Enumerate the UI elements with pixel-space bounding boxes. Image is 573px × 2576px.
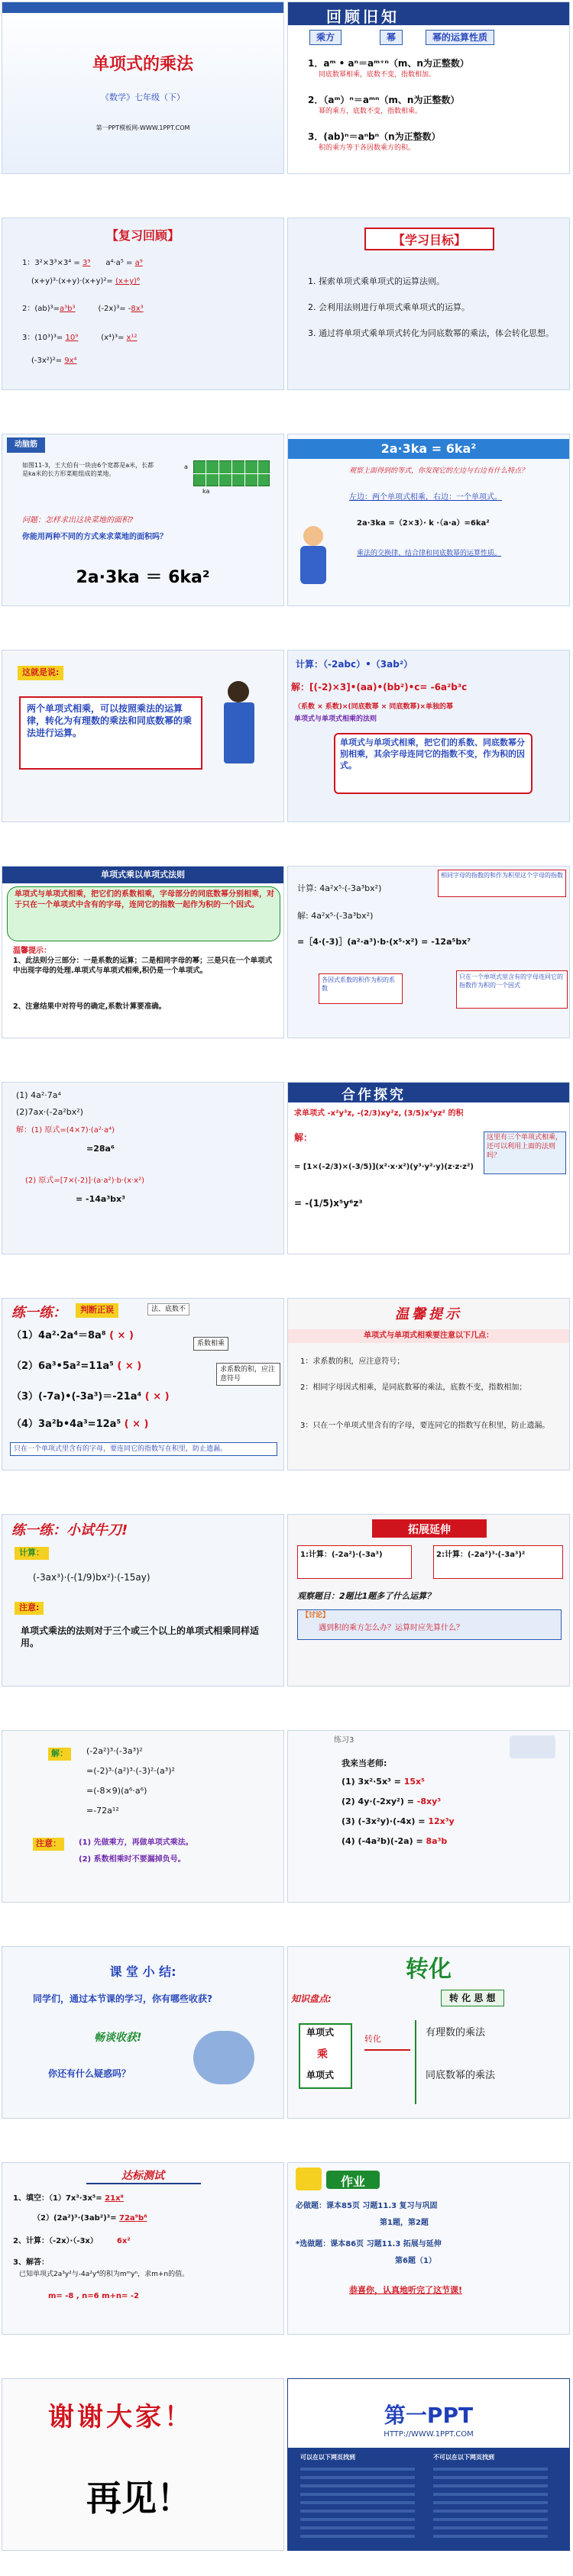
- slide-teacher: [287, 1730, 570, 1903]
- idea: 转 化 思 想: [441, 1990, 504, 2006]
- goal-2: 2. 会利用法则进行单项式乘单项式的运算。: [308, 302, 470, 312]
- calc: 计算：（-2abc）•（3ab²）: [296, 659, 413, 670]
- title: 我来当老师:: [342, 1758, 387, 1768]
- result-2: 同底数幂的乘法: [426, 2070, 496, 2081]
- rule: 单项式与单项式相乘，把它们的系数、同底数幂分别相乘，其余字母连同它的指数不变，作为积的因式。: [340, 738, 525, 770]
- book-icon: [510, 1735, 555, 1758]
- t-chengfang: 乘方: [309, 30, 342, 45]
- banner: 回顾旧知: [326, 8, 400, 26]
- note-1: (1) 先做乘方，再做单项式乘法。: [79, 1838, 193, 1847]
- label-a: a: [184, 463, 188, 470]
- point-1: 1：求系数的积，应注意符号；: [300, 1357, 405, 1366]
- kp-label: 知识盘点:: [291, 1993, 332, 2004]
- left-1: 单项式: [306, 2027, 335, 2038]
- slide-extension-solution: [2, 1730, 284, 1903]
- line-3: =-72a¹²: [86, 1806, 119, 1816]
- sol-1: 解：(1) 原式=(4×7)·(a²·a⁴): [16, 1126, 115, 1135]
- fill-2: （2）(2a²)³·(3ab²)³= 72a⁹b⁶: [33, 2214, 147, 2223]
- warn-label: 注意:: [15, 1602, 44, 1615]
- question: 问题：怎样求出这块菜地的面积?: [22, 516, 134, 525]
- slide-test: [2, 2162, 284, 2335]
- rule-3-note: 积的乘方等于各因数乘方的积。: [319, 144, 416, 152]
- slide-exercise-1: [2, 1082, 284, 1254]
- slide-review-exercises: [2, 218, 284, 390]
- law: （系数 × 系数)×(同底数幂 × 同底数幂)×单独的幂: [294, 703, 454, 711]
- slide-warm-tips: [287, 1298, 570, 1470]
- title: 课 堂 小 结:: [109, 1964, 176, 1979]
- solve-text: 已知单项式2a³y²与-4a²y⁴的积为mᵐyⁿ，求m+n的值。: [19, 2271, 189, 2278]
- problem-text: 如图11-3，王大伯有一块由6个宽都是a米，长都是ka米的长方形菜畦组成的菜地。: [22, 462, 154, 477]
- link-list-2: [433, 2468, 548, 2541]
- col-1-title: 可以在以下网页找到: [300, 2454, 355, 2461]
- girl-hair-icon: [228, 681, 249, 702]
- arrow-right-icon: [364, 2049, 410, 2051]
- point-3: 3：只在一个单项式里含有的字母，要连同它的指数写在积里，防止遗漏。: [300, 1422, 550, 1430]
- slide-rule-and-tips: [2, 866, 284, 1038]
- hw-2b: 第6题（1）: [395, 2257, 436, 2265]
- point-2: 2：相同字母因式相乘，是同底数幂的乘法，底数不变，指数相加；: [300, 1383, 527, 1392]
- ask: 你还有什么疑惑吗？: [48, 2068, 131, 2079]
- title: 2a·3ka = 6ka²: [380, 441, 477, 456]
- rule: 单项式与单项式相乘，把它们的系数相乘，字母部分的同底数幂分别相乘，对于只在一个单项式中含有的字母，连同它的指数一起作为积的一个因式。: [15, 890, 274, 909]
- slide-judge: [2, 1298, 284, 1470]
- left-2: 乘: [317, 2048, 328, 2061]
- item-1: （1）4a²·2a⁴＝8a⁸ ( × ): [11, 1330, 134, 1341]
- title-underline: [86, 2183, 201, 2184]
- arrow-label: 转化: [364, 2034, 381, 2044]
- line-1: =(-2)³·(a²)³·(-3)²·(a³)²: [86, 1766, 175, 1776]
- hw-1b: 第1题，第2题: [380, 2219, 429, 2227]
- banner: 合作探究: [342, 1087, 406, 1103]
- discussion-label: 【讨论】: [302, 1612, 330, 1619]
- col-2-title: 不可以在以下网页找到: [433, 2454, 494, 2461]
- solution: 解: 4a²x⁵·(-3a³bx²): [297, 911, 374, 921]
- t-mi: 幂: [380, 30, 403, 45]
- slide-summary-rule: [2, 650, 284, 822]
- note-coefficient: 各因式系数的积作为积的系数: [322, 976, 395, 992]
- link-list-1: [300, 2468, 415, 2541]
- question: 求单项式 -x²y³z, -(2/3)xy²z, (3/5)x²yz² 的积: [294, 1109, 464, 1118]
- line-0: (-2a²)³·(-3a³)²: [86, 1746, 143, 1756]
- hw-2: *选做题：课本86页 习题11.3 拓展与延伸: [296, 2240, 442, 2248]
- warn-text: 单项式乘法的法则对于三个或三个以上的单项式相乘同样适用。: [21, 1625, 260, 1649]
- rule-2-note: 幂的乘方，底数不变，指数相乘。: [319, 108, 422, 115]
- sol-1-result: =28a⁶: [86, 1144, 115, 1154]
- label: 这就是说:: [18, 666, 63, 680]
- q2: 2：(ab)³=a³b³ (-2x)³= -8x³: [22, 305, 144, 313]
- url: HTTP://WWW.1PPT.COM: [384, 2430, 474, 2439]
- solution: 解：[(-2)×3]•(aa)•(bb²)•c= -6a²b³c: [291, 682, 468, 692]
- slide-try: [2, 1514, 284, 1687]
- slide-example-2: [287, 866, 570, 1038]
- item-3: （3）(-7a)•(-3a³)＝-21a⁴ ( × ): [11, 1391, 170, 1403]
- item-3: (3) (-3x²y)·(-4x) = 12x³y: [342, 1816, 455, 1826]
- boy-head-icon: [303, 526, 323, 546]
- banner: 练一练：: [11, 1305, 66, 1321]
- girl-body-icon: [224, 702, 254, 763]
- item-2: (2) 4y·(-2xy²) = -8xy³: [342, 1796, 442, 1806]
- slide-learning-goals: [287, 218, 570, 390]
- hint-tag: 法、底数不: [147, 1303, 189, 1315]
- item-4: (4) (-4a²b)(-2a) = 8a³b: [342, 1836, 448, 1846]
- ex-1: (1) 4a²·7a⁴: [16, 1090, 61, 1100]
- calc: 2a·3ka =（2×3）· k ·（a·a）=6ka²: [357, 519, 490, 528]
- title: 温馨提示: [395, 1306, 462, 1322]
- law2: 单项式与单项式相乘的法则: [294, 715, 377, 723]
- title: 作业: [340, 2174, 365, 2189]
- elephant-icon: [193, 2031, 254, 2084]
- step-2: = -(1/5)x⁵y⁶z³: [294, 1198, 363, 1209]
- t-rules: 幂的运算性质: [426, 30, 494, 45]
- thanks: 谢谢大家！: [48, 2402, 193, 2432]
- subtitle: 《数学》七年级（下）: [101, 92, 185, 102]
- rule-2: 2．（aᵐ）ⁿ＝aᵐⁿ（m、n为正整数）: [308, 95, 460, 105]
- rule-1: 1．aᵐ • aⁿ＝aᵐ⁺ⁿ（m、n为正整数）: [308, 58, 469, 69]
- slide-example-1: [287, 650, 570, 822]
- question-2: 你能用两种不同的方式来求菜地的面积吗？: [22, 533, 167, 541]
- highlight: 畅谈收获!: [94, 2032, 142, 2044]
- task-2: 2:计算：(-2a²)³·(-3a³)²: [436, 1551, 526, 1559]
- tip-1: 1、此法则分三部分：一是系数的运算；二是相同字母的幂；三是只在一个单项式中出现字母的处理.单项式与单项式相乘,积仍是一个单项式。: [13, 957, 273, 975]
- brand: 第一PPT: [384, 2403, 474, 2428]
- subtitle: 单项式与单项式相乘要注意以下几点：: [364, 1332, 494, 1340]
- slide-homework: [287, 2162, 570, 2335]
- sol-label: 解：: [294, 1132, 313, 1143]
- slide-review-rules: [287, 2, 570, 174]
- slide-cooperate: [287, 1082, 570, 1254]
- slide-extension: [287, 1514, 570, 1687]
- ex-2: (2)7ax·(-2a²bx²): [16, 1107, 83, 1117]
- callout-sign: 求系数的积，应注意符号: [216, 1363, 280, 1386]
- rule-text: 两个单项式相乘，可以按照乘法的运算律，转化为有理数的乘法和同底数幂的乘法进行运算。: [27, 703, 193, 739]
- boy-body-icon: [300, 546, 326, 584]
- title: 【复习回顾】: [105, 228, 180, 243]
- solve-answer: m= -8 , n=6 m+n= -2: [48, 2292, 139, 2300]
- title: 【学习目标】: [392, 233, 466, 247]
- left-right: 左边：两个单项式相乘，右边：一个单项式。: [349, 493, 502, 502]
- banner: 单项式乘以单项式法则: [101, 870, 185, 880]
- title: 拓展延伸: [408, 1524, 451, 1536]
- q3: 3：(10³)³= 10⁹ (x⁴)³= x¹²: [22, 334, 138, 342]
- rule-1-note: 同底数幂相乘，底数不变，指数相加。: [319, 71, 436, 79]
- title: 单项式的乘法: [92, 55, 193, 74]
- slide-observe: [287, 434, 570, 606]
- tip-2: 2、注意结果中对符号的确定,系数计算要准确。: [13, 1002, 167, 1011]
- big-title: 转化: [406, 1956, 452, 1983]
- note-exponent: 相同字母的指数的和作为积里这个字母的指数: [441, 872, 563, 879]
- goodbye: 再见！: [86, 2478, 192, 2519]
- calc-label: 计算：: [15, 1547, 49, 1560]
- footer-note: 只在一个单项式里含有的字母，要连同它的指数写在积里，防止遗漏。: [10, 1442, 277, 1456]
- observe: 观察题目：2题比1题多了什么运算？: [297, 1591, 435, 1601]
- note: 这里有三个单项式相乘，还可以利用上面的法则吗？: [487, 1134, 563, 1160]
- goal-3: 3. 通过将单项式乘单项式转化为同底数幂的乘法，体会转化思想。: [308, 328, 554, 338]
- label: 练习3: [334, 1736, 354, 1745]
- judge-tag: 判断正误: [76, 1303, 118, 1318]
- site-text: 第一PPT模板网-WWW.1PPT.COM: [96, 124, 190, 131]
- left-3: 单项式: [306, 2070, 335, 2080]
- law-note: 乘法的交换律、结合律和同底数幂的运算性质。: [357, 550, 502, 557]
- slide-thanks: [2, 2378, 284, 2551]
- item-2: （2）6a³•5a²=11a⁵ ( × ): [11, 1361, 142, 1372]
- bracket-line: [415, 2020, 416, 2104]
- rule-3: 3．(ab)ⁿ＝aⁿbⁿ（n为正整数）: [308, 131, 441, 142]
- slide-class-summary: [2, 1946, 284, 2119]
- result-1: 有理数的乘法: [426, 2027, 486, 2039]
- calc: 计算: 4a²x⁵·(-3a³bx²): [297, 883, 382, 893]
- grid-line: [193, 473, 270, 474]
- slide-transform: [287, 1946, 570, 2119]
- banner: 动脑筋: [7, 437, 45, 453]
- note-2: (2) 系数相乘时不要漏掉负号。: [79, 1855, 186, 1864]
- q3c: (-3x²)²= 9x⁴: [31, 357, 77, 365]
- callout-coefficient: 系数相乘: [193, 1337, 228, 1351]
- slide-title: [2, 2, 284, 174]
- task-1: 1:计算：(-2a²)·(-3a³): [300, 1551, 383, 1559]
- note-single-letter: 只在一个单项式里含有的字母连同它的指数作为积的一个因式: [459, 973, 563, 989]
- sol-label: 解：: [48, 1748, 71, 1761]
- sol-2-result: = -14a³bx³: [76, 1194, 125, 1204]
- expression: (-3ax³)·(-(1/9)bx²)·(-15ay): [33, 1572, 151, 1583]
- item-1: (1) 3x²·5x³ = 15x⁵: [342, 1777, 425, 1787]
- note-label: 注意：: [33, 1838, 64, 1851]
- banner: 练一练：小试牛刀!: [11, 1522, 128, 1538]
- fill-1: 1、填空：（1）7x³·3x⁵= 21x⁸: [13, 2194, 124, 2203]
- pencil-icon: [296, 2168, 322, 2190]
- observe-text: 观察上面得到的等式，你发现它的左边与右边有什么特点？: [349, 467, 529, 475]
- q1: 1：3²×3³×3⁴ = 3⁹ a⁴·a⁵ = a⁹: [22, 259, 143, 267]
- goal-1: 1. 探索单项式乘单项式的运算法则。: [308, 276, 445, 286]
- q1c: (x+y)³·(x+y)·(x+y)²= (x+y)⁶: [31, 277, 141, 286]
- slide-brand: [287, 2378, 570, 2551]
- item-4: （4）3a²b•4a³=12a⁵ ( × ): [11, 1419, 149, 1430]
- congrats: 恭喜你，认真地听完了这节课!: [349, 2285, 463, 2295]
- slide-think: [2, 434, 284, 606]
- equation: 2a·3ka ＝ 6ka²: [76, 568, 210, 587]
- question: 同学们，通过本节课的学习，你有哪些收获?: [33, 1993, 212, 2004]
- title: 达标测试: [121, 2170, 164, 2182]
- title-bar: [288, 1083, 569, 1102]
- calc: 2、计算：（-2x）·（-3x） 6x²: [13, 2237, 131, 2245]
- discussion-question: 遇到积的乘方怎么办？运算时应先算什么？: [319, 1624, 464, 1632]
- result: =［4·(-3)］(a²·a³)·b·(x⁵·x²) = -12a⁵bx⁷: [297, 937, 471, 947]
- hw-1: 必做题：课本85页 习题11.3 复习与巩固: [296, 2202, 438, 2210]
- tip-title: 温馨提示：: [13, 947, 51, 955]
- label-ka: ka: [202, 488, 210, 495]
- step-1: = [1×(-2/3)×(-3/5)](x²·x·x²)(y³·y²·y)(z·z·z²): [294, 1163, 474, 1171]
- solve-label: 3、解答：: [13, 2258, 49, 2267]
- line-2: =(-8×9)(a⁶·a⁶): [86, 1786, 147, 1796]
- sol-2: (2) 原式=[7×(-2)]·(a·a²)·b·(x·x²): [25, 1177, 144, 1185]
